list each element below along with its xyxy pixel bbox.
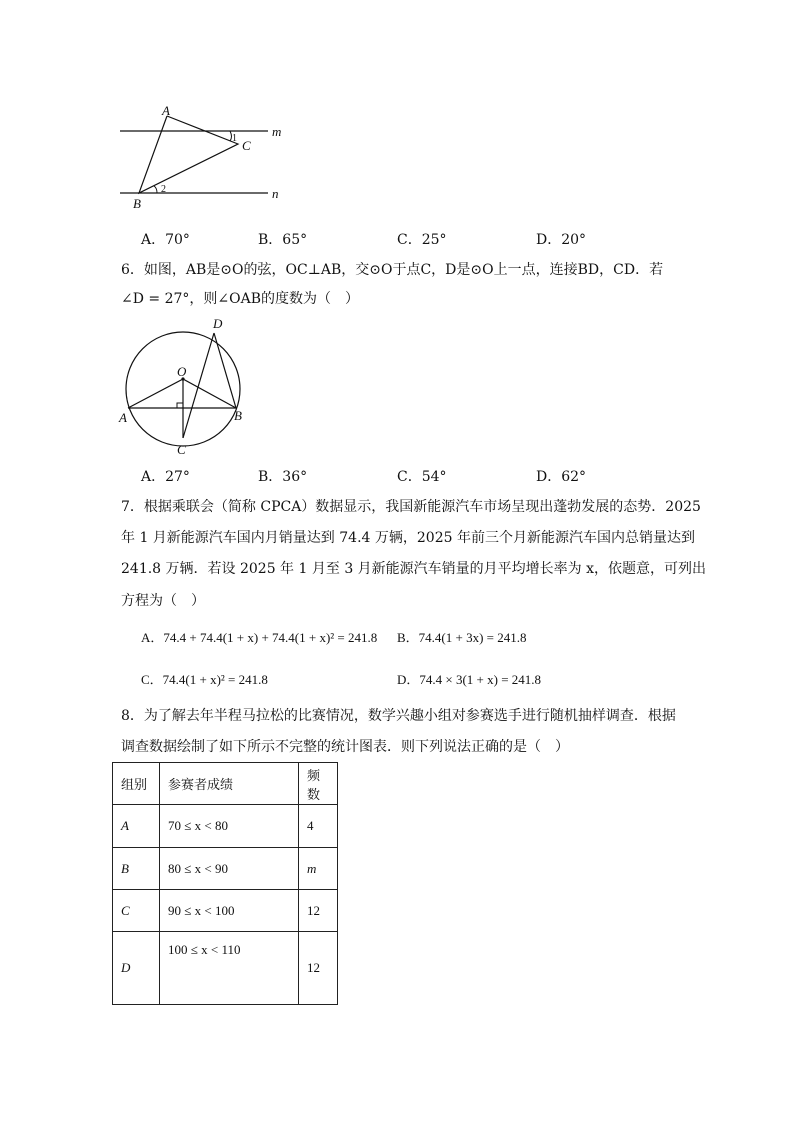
q5-option-c: C．25° xyxy=(397,232,447,248)
table-cell-range: 100 ≤ x < 110 xyxy=(160,932,299,1005)
q8-stem-line1: 8．为了解去年半程马拉松的比赛情况，数学兴趣小组对参赛选手进行随机抽样调查．根据 xyxy=(121,708,676,724)
q8-stem-line2: 调查数据绘制了如下所示不完整的统计图表．则下列说法正确的是（ ） xyxy=(121,739,569,755)
q6-option-c: C．54° xyxy=(397,469,447,485)
label-n: n xyxy=(272,186,279,201)
triangle-abc xyxy=(139,116,238,193)
label-A: A xyxy=(162,103,170,118)
q7-stem-line3: 241.8 万辆．若设 2025 年 1 月至 3 月新能源汽车销量的月平均增长率为 x，依题意，可列出 xyxy=(121,561,707,577)
table-cell-group: B xyxy=(113,848,160,890)
table-cell-frequency: 12 xyxy=(299,932,338,1005)
table-cell-range: 90 ≤ x < 100 xyxy=(160,890,299,932)
table-row xyxy=(113,932,338,1005)
q7-option-a: A．74.4 + 74.4(1 + x) + 74.4(1 + x)² = 241.8 xyxy=(141,630,378,645)
q6-option-a: A．27° xyxy=(141,469,190,485)
q6-option-b: B．36° xyxy=(258,469,308,485)
q6-stem-line1: 6．如图，AB是⊙O的弦，OC⊥AB，交⊙O于点C，D是⊙O上一点，连接BD，CD．若 xyxy=(121,262,664,278)
q6-option-d: D．62° xyxy=(536,469,587,485)
segment-cd xyxy=(183,333,214,438)
parallel-lines-figure xyxy=(110,100,300,215)
table-cell-frequency: 12 xyxy=(299,890,338,932)
table-row xyxy=(113,805,338,848)
label-D: D xyxy=(213,316,223,331)
table-header-score: 参赛者成绩 xyxy=(160,763,299,805)
table-row xyxy=(113,890,338,932)
circle-figure xyxy=(113,312,253,462)
label-C: C xyxy=(177,442,186,457)
frequency-table xyxy=(112,762,338,1005)
q5-option-a: A．70° xyxy=(141,232,190,248)
q6-stem-line2: ∠D = 27°，则∠OAB的度数为（ ） xyxy=(121,291,360,307)
q7-stem-line4: 方程为（ ） xyxy=(121,593,205,609)
q7-stem-line1: 7．根据乘联会（简称 CPCA）数据显示，我国新能源汽车市场呈现出蓬勃发展的态势．2025 xyxy=(121,499,701,515)
q7-option-c: C．74.4(1 + x)² = 241.8 xyxy=(141,672,268,687)
table-cell-group: A xyxy=(113,805,160,848)
label-B: B xyxy=(133,196,141,211)
q7-option-d: D．74.4 × 3(1 + x) = 241.8 xyxy=(397,672,542,687)
right-angle-mark xyxy=(177,403,183,408)
segment-bd xyxy=(214,333,236,408)
q5-option-b: B．65° xyxy=(258,232,308,248)
segment-ob xyxy=(183,379,236,408)
table-cell-group: C xyxy=(113,890,160,932)
label-B: B xyxy=(234,408,242,423)
segment-oa xyxy=(128,379,183,408)
table-cell-frequency: m xyxy=(299,848,338,890)
q7-option-b: B．74.4(1 + 3x) = 241.8 xyxy=(397,630,527,645)
q5-option-d: D．20° xyxy=(536,232,587,248)
table-header-group: 组别 xyxy=(113,763,160,805)
label-O: O xyxy=(177,364,187,379)
label-A: A xyxy=(119,410,127,425)
q7-stem-line2: 年 1 月新能源汽车国内月销量达到 74.4 万辆，2025 年前三个月新能源汽车国内总销量达到 xyxy=(121,530,695,546)
table-cell-frequency: 4 xyxy=(299,805,338,848)
label-C: C xyxy=(242,138,251,153)
label-m: m xyxy=(272,124,282,139)
angle-2-arc xyxy=(154,186,157,193)
table-cell-group: D xyxy=(113,932,160,1005)
table-cell-range: 80 ≤ x < 90 xyxy=(160,848,299,890)
table-row xyxy=(113,848,338,890)
label-angle-1: 1 xyxy=(232,133,237,144)
table-header-frequency: 频数 xyxy=(299,763,338,805)
table-cell-range: 70 ≤ x < 80 xyxy=(160,805,299,848)
label-angle-2: 2 xyxy=(161,184,166,195)
table-header-row xyxy=(113,763,338,805)
